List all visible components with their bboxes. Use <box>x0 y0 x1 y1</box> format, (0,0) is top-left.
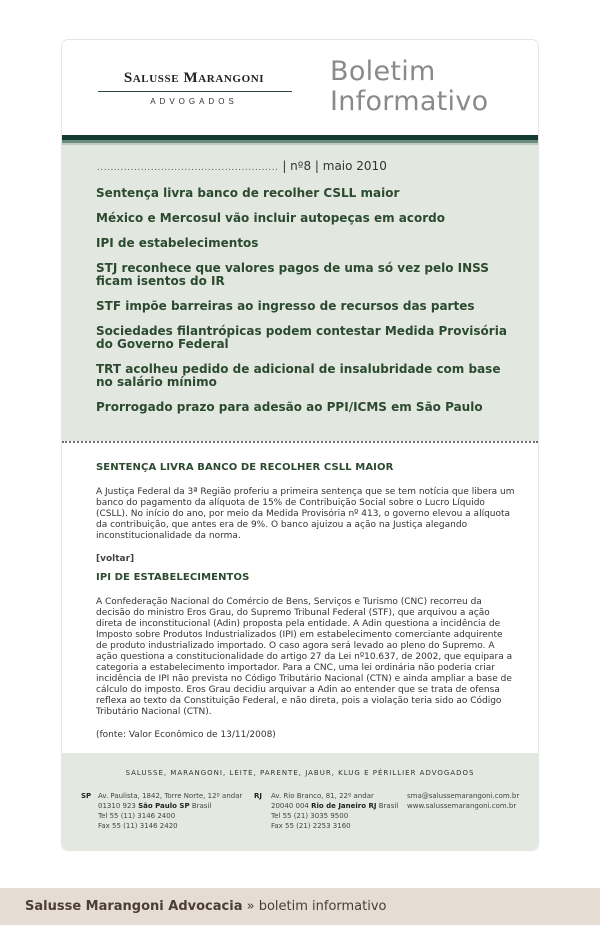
toc-link-mercosul[interactable]: México e Mercosul vão incluir autopeças em acordo <box>96 211 446 225</box>
table-of-contents <box>62 145 538 441</box>
back-link[interactable]: [voltar] <box>96 554 135 564</box>
issue-number-date: | nº8 | maio 2010 <box>282 159 387 173</box>
sp-phone: Tel 55 (11) 3146 2400 <box>98 812 176 820</box>
rj-phone: Tel 55 (21) 3035 9500 <box>271 812 349 820</box>
firm-logo-name: Salusse Marangoni <box>123 70 265 86</box>
newsletter-title-line2: Informativo <box>330 86 489 117</box>
article-body-ipi: A Confederação Nacional do Comércio de Bens, Serviços e Turismo (CNC) recorreu da decisão do ministro Eros Grau, do Supremo Tribunal Federal (STF), que arquivou a ação direta de inconstitucional (Adin) proposta pela entidade. A Adin questiona a incidência de Imposto sobre Produtos Industrializados (IPI) em estabelecimento comerciante adquirente de produto industrializado importado. O caso agora será levado ao pleno do Supremo. A ação questiona a constitucionalidade do artigo 27 da Lei nº10.637, de 2002, que equipara a categoria a estabelecimento importador. Para a CNC, uma lei ordinária não poderia criar incidência de IPI não prevista no Código Tributário Nacional (CTN) e ainda ampliar a base de cálculo do imposto. Eros Grau decidiu arquivar a Adin ao entender que se trata de ofensa reflexa ao texto da Constituição Federal, e não direta, pois a violação teria sido ao Código Tributário Nacional (CTN). <box>96 597 513 717</box>
toc-link-ipi[interactable]: IPI de estabelecimentos <box>96 236 259 250</box>
issue-line <box>97 159 387 173</box>
footer-firm-name: SALUSSE, MARANGONI, LEITE, PARENTE, JABUR, KLUG E PÉRILLIER ADVOGADOS <box>125 769 475 777</box>
toc-link-ppi-icms[interactable]: Prorrogado prazo para adesão ao PPI/ICMS em São Paulo <box>96 400 483 414</box>
sp-fax: Fax 55 (11) 3146 2420 <box>98 822 178 830</box>
firm-logo-subtitle: ADVOGADOS <box>150 97 238 106</box>
rj-fax: Fax 55 (21) 2253 3160 <box>271 822 351 830</box>
page-footer-separator: » <box>242 899 259 914</box>
article-source: (fonte: Valor Econômico de 13/11/2008) <box>96 730 276 740</box>
page-footer-label: boletim informativo <box>258 899 387 914</box>
masthead <box>62 40 538 135</box>
rj-city-line: 20040 004 Rio de Janeiro RJ Brasil <box>271 802 399 810</box>
dotted-separator <box>62 441 538 443</box>
newsletter-card <box>62 40 538 850</box>
rj-address: Av. Rio Branco, 81, 22º andar <box>271 792 374 800</box>
sp-city-line: 01310 923 São Paulo SP Brasil <box>98 802 212 810</box>
email-link[interactable]: sma@salussemarangoni.com.br <box>407 792 520 800</box>
toc-list <box>96 187 516 426</box>
page-footer-text <box>25 899 387 914</box>
toc-link-trt-insalubridade[interactable]: TRT acolheu pedido de adicional de insalubridade com base no salário mínimo <box>96 362 501 389</box>
toc-link-csll[interactable]: Sentença livra banco de recolher CSLL maior <box>96 186 400 200</box>
article-title-ipi: IPI DE ESTABELECIMENTOS <box>96 572 250 583</box>
contact-info <box>407 791 519 811</box>
page-footer-brand: Salusse Marangoni Advocacia <box>25 899 243 914</box>
office-code-sp: SP <box>81 792 92 800</box>
toc-link-stj-inss[interactable]: STJ reconhece que valores pagos de uma só vez pelo INSS ficam isentos do IR <box>96 261 489 288</box>
newsletter-title-line1: Boletim <box>330 56 436 87</box>
website-link[interactable]: www.salussemarangoni.com.br <box>407 802 517 810</box>
article-body-csll: A Justiça Federal da 3ª Região proferiu a primeira sentença que se tem notícia que libera um banco do pagamento da alíquota de 15% de Contribuição Social sobre o Lucro Líquido (CSLL). No início do ano, por meio da Medida Provisória nº 413, o governo elevou a alíquota da contribuição, que antes era de 9%. O banco ajuizou a ação na Justiça alegando inconstitucionalidade da norma. <box>96 487 515 541</box>
toc-link-filantropicas[interactable]: Sociedades filantrópicas podem contestar Medida Provisória do Governo Federal <box>96 324 507 351</box>
office-code-rj: RJ <box>254 792 262 800</box>
logo-divider <box>98 91 292 92</box>
article-title-csll: SENTENÇA LIVRA BANCO DE RECOLHER CSLL MAIOR <box>96 462 394 473</box>
issue-dots: ...................................................... <box>97 163 279 173</box>
office-footer <box>62 753 538 850</box>
toc-link-stf-recursos[interactable]: STF impõe barreiras ao ingresso de recursos das partes <box>96 299 475 313</box>
articles <box>96 462 516 740</box>
sp-address: Av. Paulista, 1842, Torre Norte, 12º andar <box>98 792 243 800</box>
page-footer-bar <box>0 888 600 925</box>
